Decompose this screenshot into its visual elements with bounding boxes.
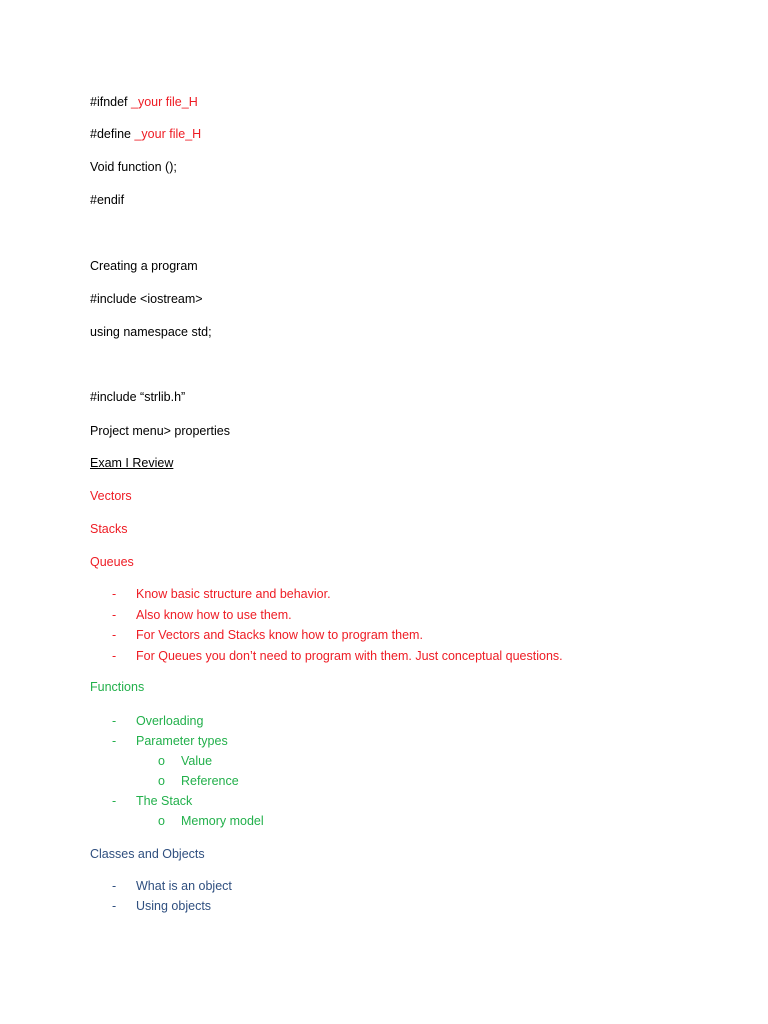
- bullet-using-objects: Using objects: [136, 899, 212, 913]
- creating-program-line: Creating a program: [90, 259, 198, 273]
- topic-vectors: Vectors: [90, 489, 132, 503]
- green-bullet-dash: -: [112, 794, 117, 808]
- exam-review-heading: Exam I Review: [90, 456, 174, 470]
- ifndef-keyword: #ifndef: [90, 95, 132, 109]
- project-menu-line: Project menu> properties: [90, 424, 231, 438]
- red-bullet-item: For Vectors and Stacks know how to program them.: [136, 628, 423, 642]
- bullet-what-is-object: What is an object: [136, 879, 232, 893]
- red-bullet-dash: -: [112, 587, 117, 601]
- ifndef-macro: _your file_H: [131, 95, 198, 109]
- include-strlib-line: #include “strlib.h”: [90, 390, 186, 404]
- green-bullet-dash: -: [112, 734, 117, 748]
- topic-stacks: Stacks: [90, 522, 128, 536]
- sub-bullet-reference: Reference: [181, 774, 239, 788]
- red-bullet-item: For Queues you don’t need to program with them. Just conceptual questions.: [136, 649, 563, 663]
- green-sub-bullet-circle: o: [158, 774, 165, 788]
- green-bullet-dash: -: [112, 714, 117, 728]
- red-bullet-dash: -: [112, 649, 117, 663]
- sub-bullet-value: Value: [181, 754, 213, 768]
- using-namespace-line: using namespace std;: [90, 325, 212, 339]
- red-bullet-item: Know basic structure and behavior.: [136, 587, 331, 601]
- topic-queues: Queues: [90, 555, 134, 569]
- red-bullet-item: Also know how to use them.: [136, 608, 292, 622]
- include-iostream-line: #include <iostream>: [90, 292, 203, 306]
- classes-heading: Classes and Objects: [90, 847, 205, 861]
- red-bullet-dash: -: [112, 608, 117, 622]
- bullet-the-stack: The Stack: [136, 794, 193, 808]
- blue-bullet-dash: -: [112, 899, 117, 913]
- endif-line: #endif: [90, 193, 125, 207]
- void-function-line: Void function ();: [90, 160, 177, 174]
- sub-bullet-memory-model: Memory model: [181, 814, 264, 828]
- red-bullet-dash: -: [112, 628, 117, 642]
- blue-bullet-dash: -: [112, 879, 117, 893]
- bullet-parameter-types: Parameter types: [136, 734, 228, 748]
- define-macro: _your file_H: [134, 127, 202, 141]
- define-line: [90, 126, 201, 142]
- define-keyword: #define: [90, 127, 135, 141]
- ifndef-line: [90, 94, 198, 110]
- green-sub-bullet-circle: o: [158, 814, 165, 828]
- functions-heading: Functions: [90, 680, 145, 694]
- bullet-overloading: Overloading: [136, 714, 204, 728]
- green-sub-bullet-circle: o: [158, 754, 165, 768]
